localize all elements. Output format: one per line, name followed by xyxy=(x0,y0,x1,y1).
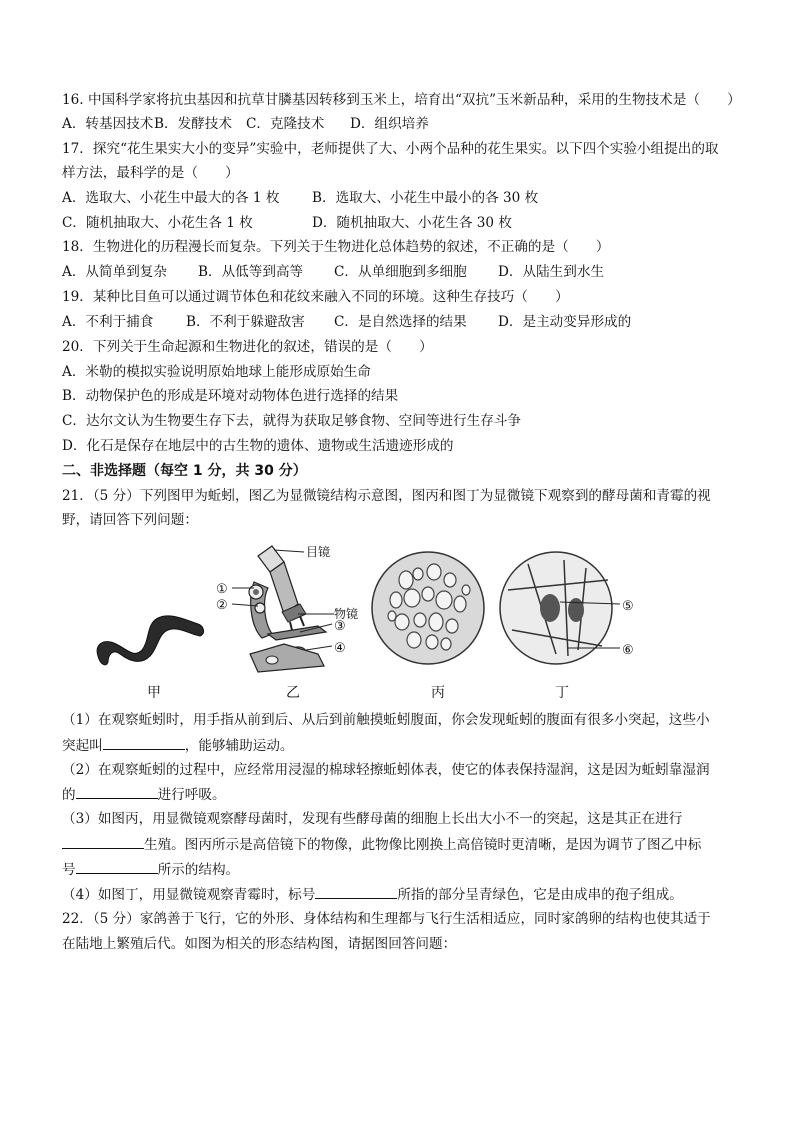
q22-stem-line2: 在陆地上繁殖后代。如图为相关的形态结构图，请据图回答问题： xyxy=(62,936,457,952)
label-1: ① xyxy=(216,582,228,597)
q21-stem-line1: 21．（5 分）下列图甲为蚯蚓，图乙为显微镜结构示意图，图丙和图丁为显微镜下观察到的酵母菌和青霉的视 xyxy=(62,488,711,504)
q21-p4-suffix: 所指的部分呈青绿色，它是由成串的孢子组成。 xyxy=(397,887,683,903)
q18-option-c: C．从单细胞到多细胞 xyxy=(334,264,467,280)
label-4: ④ xyxy=(334,641,346,656)
q19-stem: 19．某种比目鱼可以通过调节体色和花纹来融入不同的环境。这种生存技巧（ ） xyxy=(62,289,569,305)
q17-options-row1 xyxy=(62,188,538,208)
q21-p2-suffix: 进行呼吸。 xyxy=(157,787,226,803)
q21-p3-line1: （3）如图丙，用显微镜观察酵母菌时，发现有些酵母菌的细胞上长出大小不一的突起，这是其正在进行 xyxy=(62,811,683,827)
q17-stem-line1: 17．探究“花生果实大小的变异”实验中，老师提供了大、小两个品种的花生果实。以下四个实验小组提出的取 xyxy=(62,141,719,157)
q16-stem: 16. 中国科学家将抗虫基因和抗草甘膦基因转移到玉米上，培育出“双抗”玉米新品种，采用的生物技术是（ ） xyxy=(62,92,741,108)
q19-option-b: B．不利于躲避敌害 xyxy=(186,314,305,330)
q20-option-b: B．动物保护色的形成是环境对动物体色进行选择的结果 xyxy=(62,388,399,404)
q17-options-row2 xyxy=(62,213,512,233)
q19-option-c: C．是自然选择的结果 xyxy=(334,314,467,330)
caption-yi: 乙 xyxy=(286,685,300,701)
q19-options xyxy=(62,312,631,332)
q17-option-c: C．随机抽取大、小花生各 1 枚 xyxy=(62,215,253,231)
q21-p3-suffix: 所示的结构。 xyxy=(157,862,240,878)
label-eyepiece: 目镜 xyxy=(306,545,331,559)
q16-option-a: A．转基因技术 xyxy=(62,116,154,132)
q21-p2-line2 xyxy=(62,784,226,805)
q20-option-c: C．达尔文认为生物要生存下去，就得为获取足够食物、空间等进行生存斗争 xyxy=(62,413,521,429)
q21-p2-line1: （2）在观察蚯蚓的过程中，应经常用浸湿的棉球轻擦蚯蚓体表，使它的体表保持湿润，这是因为蚯蚓靠湿润 xyxy=(62,762,710,778)
q16-option-c: C．克隆技术 xyxy=(246,116,325,132)
caption-ding: 丁 xyxy=(555,685,569,701)
q21-stem-line2: 野，请回答下列问题： xyxy=(62,512,198,528)
label-2: ② xyxy=(216,598,228,613)
q20-option-d: D．化石是保存在地层中的古生物的遗体、遗物或生活遗迹形成的 xyxy=(62,438,454,454)
q18-option-d: D．从陆生到水生 xyxy=(498,264,605,280)
answer-blank-2[interactable] xyxy=(76,784,158,799)
label-6: ⑥ xyxy=(622,643,634,658)
q21-p1-line2 xyxy=(62,735,294,756)
q16-option-b: B．发酵技术 xyxy=(154,116,232,132)
q21-p3-text: 生殖。图丙所示是高倍镜下的物像，此物像比刚换上高倍镜时更清晰，是因为调节了图乙中标 xyxy=(144,837,702,853)
q21-p4-prefix: （4）如图丁，用显微镜观察青霉时，标号 xyxy=(62,887,316,903)
q21-p3-line3 xyxy=(62,859,239,880)
q17-option-a: A．选取大、小花生中最大的各 1 枚 xyxy=(62,190,280,206)
caption-jia: 甲 xyxy=(147,685,161,701)
q21-p2-prefix: 的 xyxy=(62,787,76,803)
q16-options xyxy=(62,114,429,134)
answer-blank-4[interactable] xyxy=(76,859,158,874)
caption-bing: 丙 xyxy=(431,685,445,701)
yeast-figure xyxy=(370,550,486,666)
q18-option-a: A．从简单到复杂 xyxy=(62,264,167,280)
q19-option-a: A．不利于捕食 xyxy=(62,314,154,330)
q21-p3-prefix: 号 xyxy=(62,862,76,878)
earthworm-figure xyxy=(86,600,214,672)
label-3: ③ xyxy=(334,619,346,634)
earthworm-body xyxy=(97,616,204,665)
q22-stem-line1: 22．（5 分）家鸽善于飞行，它的外形、身体结构和生理都与飞行生活相适应，同时家鸽卵的结构也使其适于 xyxy=(62,911,711,927)
section-2-title: 二、非选择题（每空 1 分，共 30 分） xyxy=(62,463,307,479)
q17-option-d: D．随机抽取大、小花生各 30 枚 xyxy=(312,215,512,231)
q16-option-d: D．组织培养 xyxy=(350,116,429,132)
answer-blank-5[interactable] xyxy=(315,884,397,899)
q21-p3-line2 xyxy=(62,834,701,855)
q20-stem: 20．下列关于生命起源和生物进化的叙述，错误的是（ ） xyxy=(62,339,433,355)
q17-option-b: B．选取大、小花生中最小的各 30 枚 xyxy=(312,190,539,206)
label-5: ⑤ xyxy=(622,599,634,614)
mold-figure xyxy=(498,550,658,666)
q18-option-b: B．从低等到高等 xyxy=(198,264,304,280)
microscope-figure xyxy=(214,542,364,678)
answer-blank-1[interactable] xyxy=(103,735,185,750)
q19-option-d: D．是主动变异形成的 xyxy=(498,314,632,330)
q21-p4-line xyxy=(62,884,683,905)
q21-p1-line1: （1）在观察蚯蚓时，用手指从前到后、从后到前触摸蚯蚓腹面，你会发现蚯蚓的腹面有很多小突起，这些小 xyxy=(62,712,710,728)
q21-p1-suffix: ，能够辅助运动。 xyxy=(184,738,294,754)
label-objective: 物镜 xyxy=(334,607,359,621)
microscope-drawing xyxy=(232,546,334,672)
q18-options xyxy=(62,262,604,282)
answer-blank-3[interactable] xyxy=(62,834,144,849)
q17-stem-line2: 样方法，最科学的是（ ） xyxy=(62,165,239,181)
q18-stem: 18．生物进化的历程漫长而复杂。下列关于生物进化总体趋势的叙述，不正确的是（ ） xyxy=(62,239,610,255)
q21-p1-prefix: 突起叫 xyxy=(62,738,103,754)
q20-option-a: A．米勒的模拟实验说明原始地球上能形成原始生命 xyxy=(62,364,371,380)
